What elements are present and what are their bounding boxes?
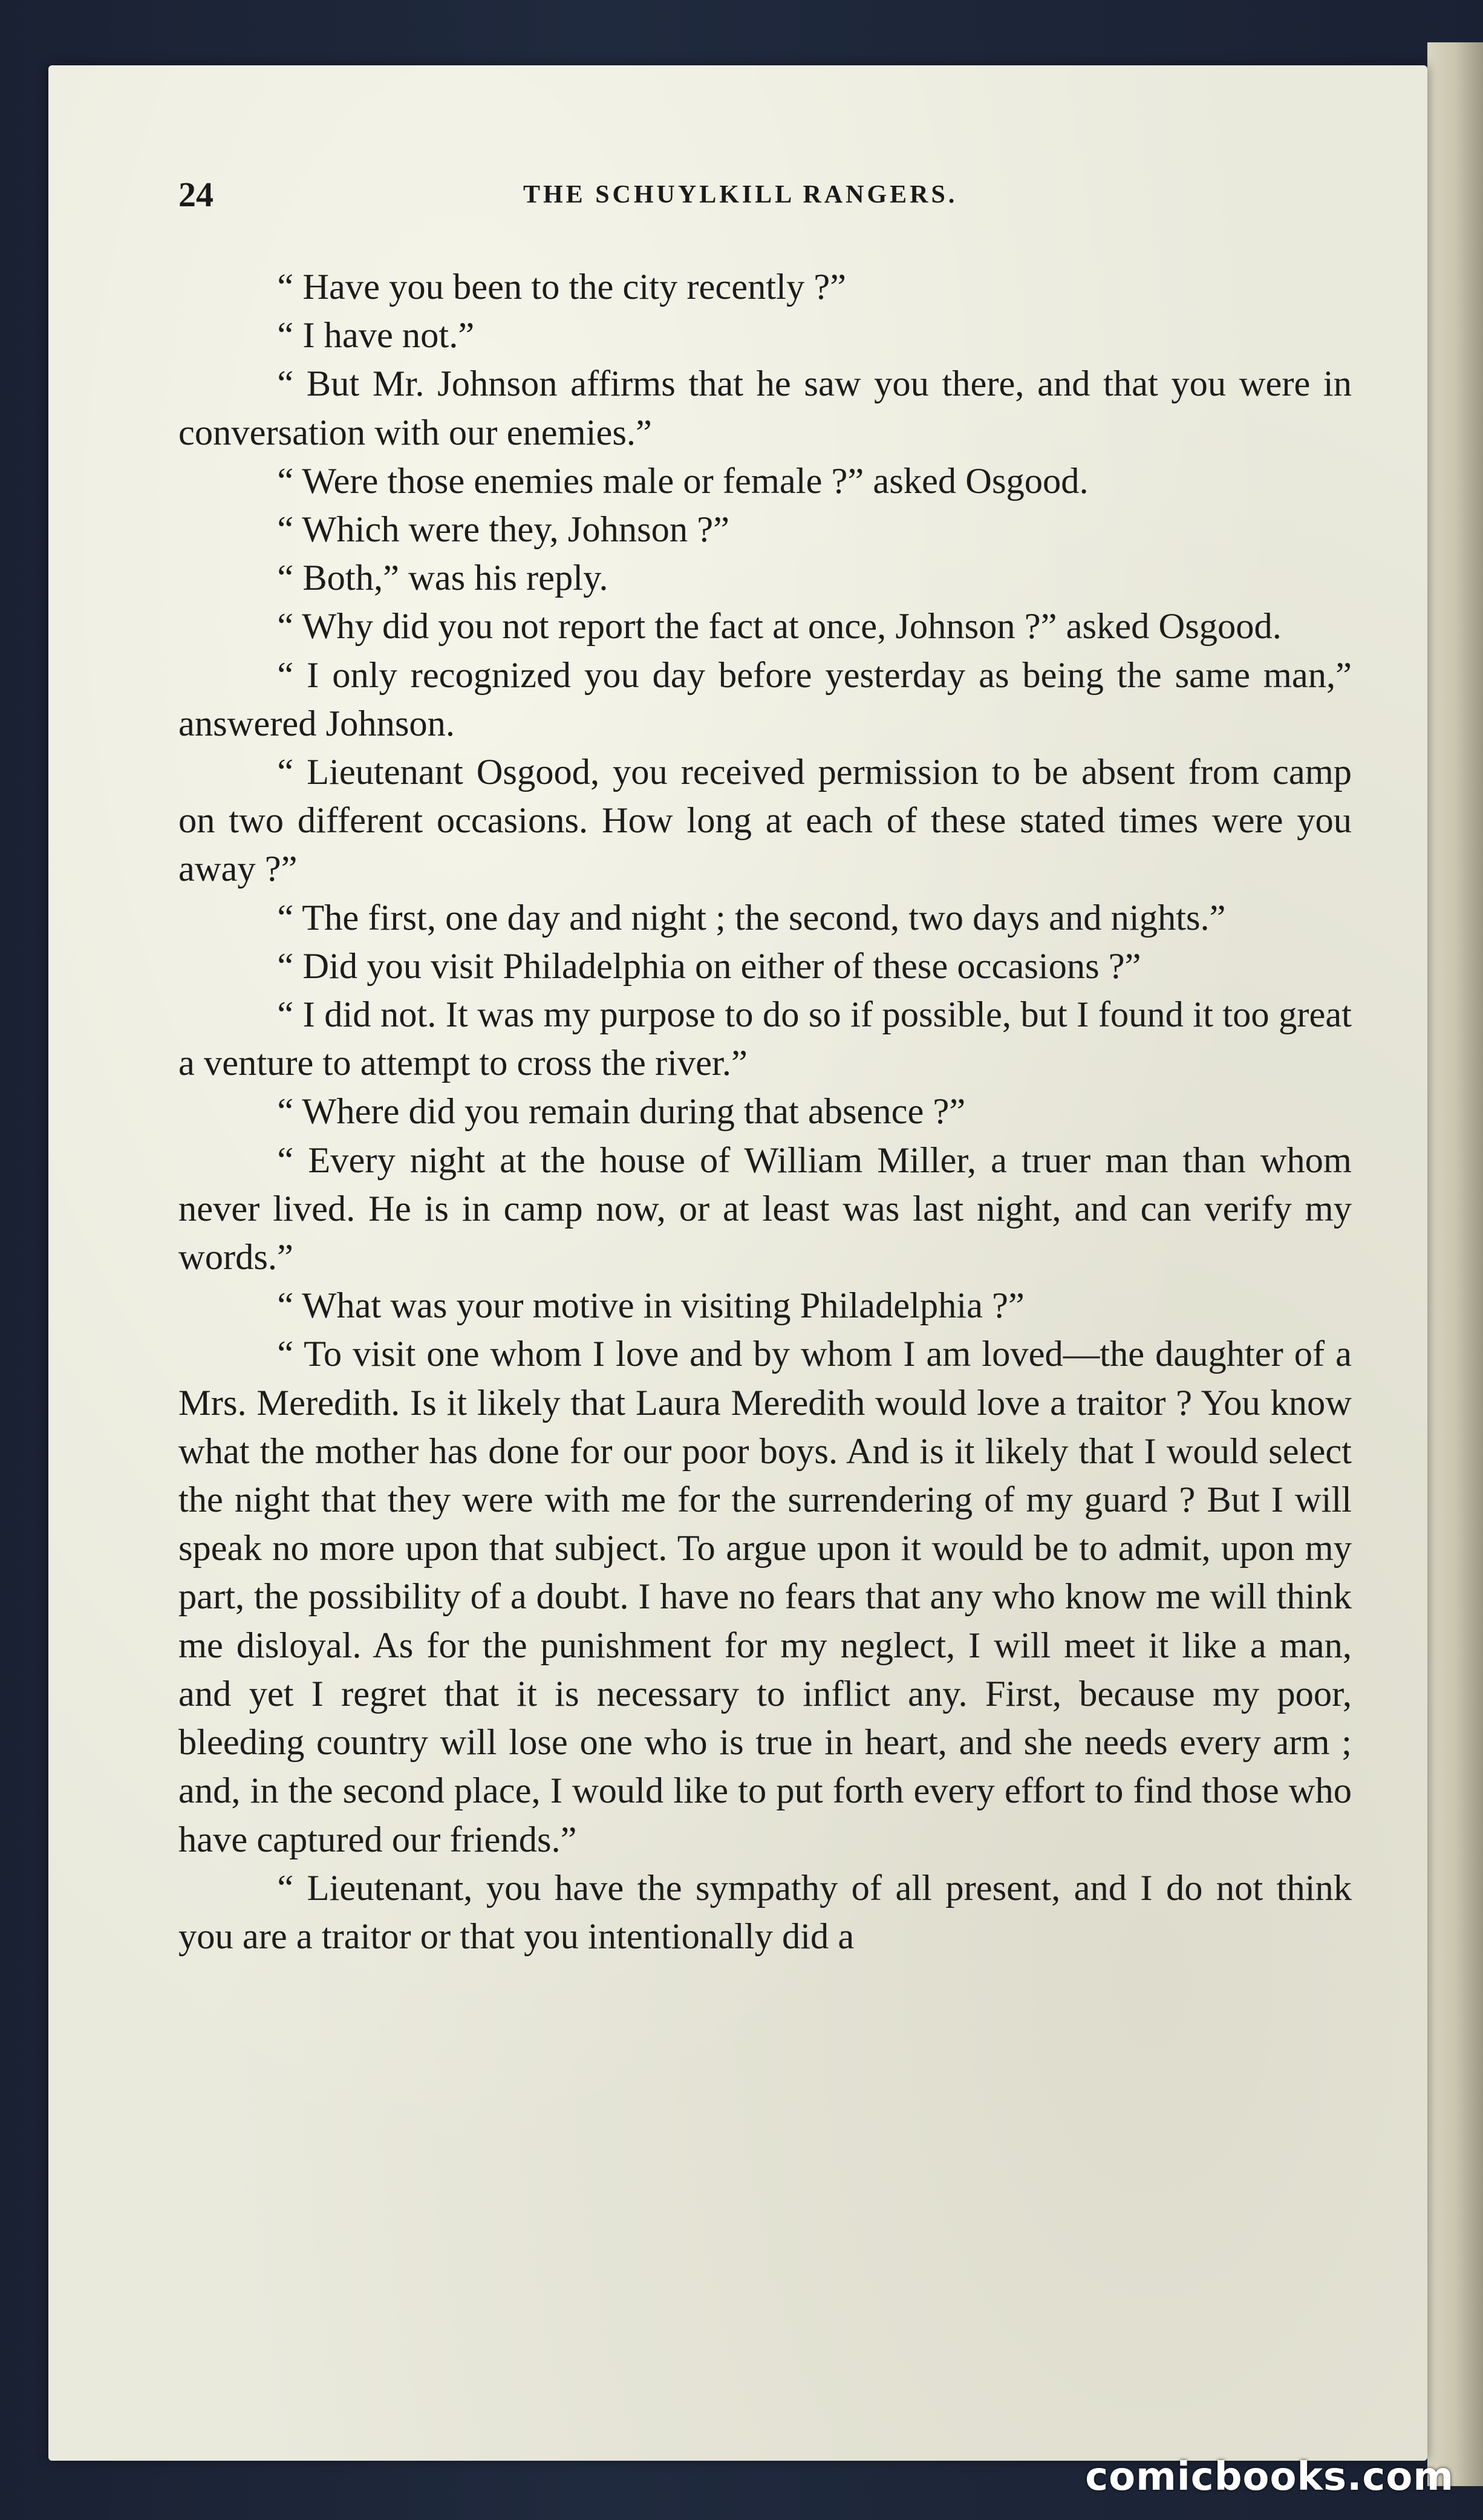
paragraph: “ Have you been to the city recently ?”	[277, 267, 847, 307]
paragraph: “ I have not.”	[277, 315, 475, 356]
paragraph: “ I only recognized you day before yesterday as being the same man,” answered Johnson.	[178, 654, 1352, 744]
paragraph: “ Every night at the house of William Miller, a truer man than whom never lived. He is in camp now, or at least was last night, and can verify my words.”	[178, 1140, 1352, 1278]
paragraph: “ To visit one whom I love and by whom I am loved—the daughter of a Mrs. Meredith. Is it likely that Laura Meredith would love a traitor ? You know what the mother has done for our poor boys. And is it likely that I would select the night that they were with me for the surrendering of my guard ? But I will speak no more upon that subject. To argue upon it would be to admit, upon my part, the possibility of a doubt. I have no fears that any who know me will think me disloyal. As for the punishment for my neglect, I will meet it like a man, and yet I regret that it is necessary to inflict any. First, because my poor, bleeding country will lose one who is true in heart, and she needs every arm ; and, in the second place, I would like to put forth every effort to find those who have captured our friends.”	[178, 1334, 1352, 1860]
paragraph: “ Both,” was his reply.	[277, 558, 608, 599]
paragraph: “ Where did you remain during that absence ?”	[277, 1091, 966, 1132]
body-text	[178, 263, 1352, 1961]
paragraph: “ I did not. It was my purpose to do so if possible, but I found it too great a venture to attempt to cross the river.”	[178, 994, 1352, 1084]
paragraph: “ Why did you not report the fact at once, Johnson ?” asked Osgood.	[277, 606, 1282, 647]
paragraph: “ Were those enemies male or female ?” asked Osgood.	[277, 460, 1089, 501]
page-edge	[1427, 42, 1483, 2486]
paragraph: “ Which were they, Johnson ?”	[277, 509, 729, 550]
running-head	[178, 171, 1358, 219]
page-number: 24	[178, 175, 213, 214]
paragraph: “ Lieutenant, you have the sympathy of all present, and I do not think you are a traitor or that you intentionally did a	[178, 1867, 1352, 1957]
paragraph: “ The first, one day and night ; the second, two days and nights.”	[277, 897, 1226, 938]
paragraph: “ Did you visit Philadelphia on either of these occasions ?”	[277, 945, 1141, 987]
paragraph: “ Lieutenant Osgood, you received permission to be absent from camp on two different occasions. How long at each of these stated times were you away ?”	[178, 752, 1352, 890]
running-title: THE SCHUYLKILL RANGERS.	[523, 181, 958, 209]
paragraph: “ What was your motive in visiting Philadelphia ?”	[277, 1285, 1025, 1327]
site-watermark: comicbooks.com	[1085, 2455, 1454, 2499]
paragraph: “ But Mr. Johnson affirms that he saw you there, and that you were in conversation with our enemies.”	[178, 364, 1352, 453]
